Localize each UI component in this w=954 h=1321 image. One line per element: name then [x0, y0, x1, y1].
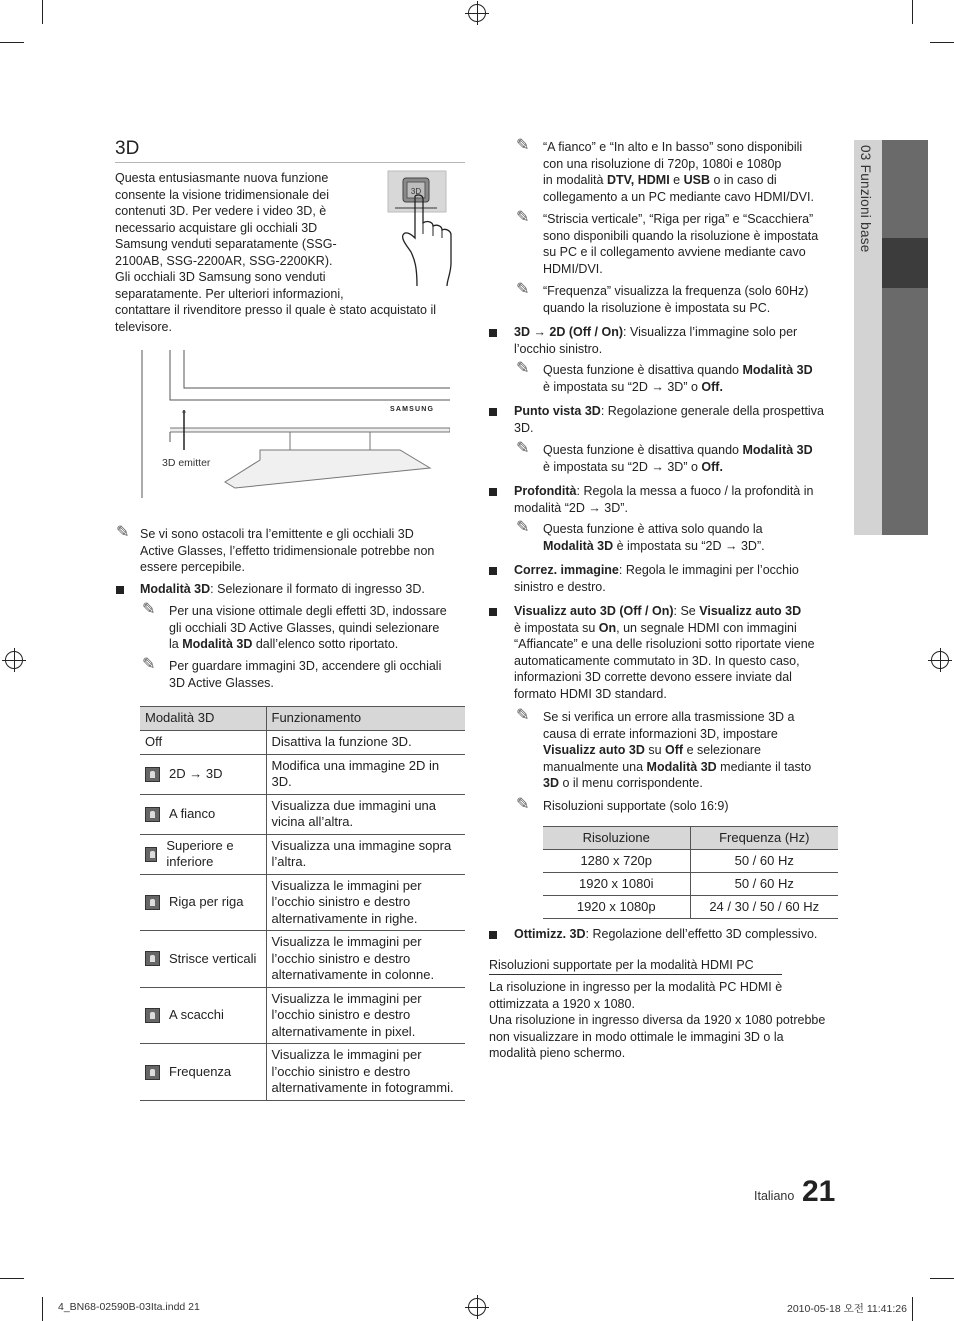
crop-mark [930, 1278, 954, 1279]
table-row [140, 874, 465, 931]
note-text: la [169, 637, 183, 651]
crop-mark [930, 42, 954, 43]
intro-line: consente la visione tridimensionale dei [115, 187, 330, 202]
table-row [543, 873, 838, 896]
table-row [140, 1044, 465, 1101]
bullet-square-icon [489, 567, 497, 575]
note-text: e [669, 173, 684, 187]
footer-date-info: 2010-05-18 오전 11:41:26 [787, 1303, 907, 1315]
item-desc: : Regola la messa a fuoco / la profondità in [576, 484, 814, 498]
mode-3d-term: Modalità 3D [140, 582, 211, 596]
bullet-square-icon [116, 586, 124, 594]
mode-label: 2D → 3D [169, 765, 223, 781]
top-bottom-icon [145, 847, 157, 862]
crop-mark [42, 0, 43, 24]
item-term: 3D → 2D (Off / On) [514, 325, 624, 339]
registration-mark-icon [468, 1298, 486, 1316]
desc-cell: Visualizza due immagini una vicina all’altra. [266, 794, 465, 834]
note-line: causa di errate informazioni 3D, impostare [543, 726, 778, 741]
mode-cell [140, 987, 266, 1044]
note-bold: Modalità 3D [543, 538, 614, 553]
table-header-cell: Funzionamento [266, 707, 465, 731]
note-bold: Modalità 3D [182, 637, 253, 651]
note-line: “Striscia verticale”, “Riga per riga” e “Scacchiera” [543, 212, 814, 226]
note-line: Per guardare immagini 3D, accendere gli occhiali [169, 659, 442, 673]
note-text: e selezionare [683, 743, 761, 757]
note-line: sono disponibili quando la risoluzione è impostata [543, 228, 819, 243]
note-bold: Off [665, 743, 684, 757]
mode-label: Strisce verticali [169, 950, 257, 966]
item-desc: : Visualizza l’immagine solo per [623, 325, 798, 339]
note-pencil-icon: ✎ [116, 524, 130, 541]
note-bold: USB [683, 173, 710, 187]
table-header-row [140, 707, 465, 731]
mode-label: Superiore e inferiore [166, 837, 234, 869]
note-line: “A fianco” e “In alto e In basso” sono disponibili [543, 140, 803, 154]
mode-cell [140, 794, 266, 834]
note-pencil-icon: ✎ [516, 707, 530, 724]
crop-mark [912, 1297, 913, 1321]
mode-cell [140, 834, 266, 874]
desc-cell: Disattiva la funzione 3D. [266, 731, 465, 755]
note-text: o in caso di [710, 173, 777, 187]
registration-mark-icon [468, 4, 486, 22]
intro-line: Questa entusiasmante nuova funzione [115, 171, 329, 185]
item-desc: : Regola le immagini per l’occhio [618, 563, 799, 577]
desc-cell: Visualizza le immagini per l’occhio sinistro e destro alternativamente in colonne. [266, 931, 465, 988]
frequency-cell: 50 / 60 Hz [690, 873, 838, 896]
mode-label: Riga per riga [169, 894, 244, 909]
item-text: è impostata su [514, 620, 599, 635]
item-text: , un segnale HDMI con immagini [616, 620, 797, 635]
heading-underline [489, 974, 782, 975]
table-header-row [543, 827, 838, 850]
table-header-cell: Modalità 3D [140, 707, 266, 731]
desc-cell: Visualizza le immagini per l’occhio sinistro e destro alternativamente in righe. [266, 874, 465, 931]
note-bold: Off. [701, 459, 723, 474]
frame-sequential-icon [145, 1065, 160, 1080]
bullet-square-icon [489, 608, 497, 616]
bullet-square-icon [489, 329, 497, 337]
pc-resolution-text [489, 979, 844, 1062]
item-line: informazioni 3D corrette devono essere inviate dal [514, 670, 792, 684]
checkerboard-icon [145, 1008, 160, 1023]
mode-3d-table [140, 706, 465, 1101]
emitter-label: 3D emitter [162, 457, 211, 469]
registration-mark-icon [5, 651, 23, 669]
footer-language: Italiano [754, 1189, 795, 1203]
note-text: Questa funzione è disattiva quando [543, 363, 743, 377]
table-header-cell: Frequenza (Hz) [690, 827, 838, 850]
vertical-stripe-icon [145, 951, 160, 966]
footer-file-info: 4_BN68-02590B-03Ita.indd 21 [58, 1301, 200, 1313]
intro-line: televisore. [115, 319, 172, 334]
item-image-correction [514, 562, 844, 595]
side-by-side-icon [145, 807, 160, 822]
note-line: Per una visione ottimale degli effetti 3D, indossare [169, 604, 447, 618]
note-text: manualmente una [543, 759, 647, 774]
mode-cell [140, 931, 266, 988]
chapter-tab-bar [882, 140, 928, 535]
table-header-cell: Risoluzione [543, 827, 690, 850]
resolution-cell: 1920 x 1080p [543, 896, 690, 919]
chapter-tab-marker [882, 238, 928, 288]
note-pencil-icon: ✎ [516, 281, 530, 298]
note-pencil-icon: ✎ [142, 601, 156, 618]
note-bold: Modalità 3D [646, 759, 717, 774]
note-bold: 3D [543, 776, 559, 790]
item-term: Punto vista 3D [514, 404, 601, 418]
item-optimize-3d [514, 926, 844, 943]
note-line: Active Glasses, l’effetto tridimensionale potrebbe non [140, 543, 435, 558]
note-pencil-icon: ✎ [516, 440, 530, 457]
page-number: 21 [802, 1175, 836, 1208]
note-pencil-icon: ✎ [516, 360, 530, 377]
svg-text:3D: 3D [410, 187, 422, 196]
item-term: Visualizz auto 3D (Off / On) [514, 604, 674, 618]
note-text: è impostata su “2D → 3D”. [613, 538, 765, 553]
intro-line: Gli occhiali 3D Samsung sono venduti [115, 270, 326, 284]
note-line: Se vi sono ostacoli tra l’emittente e gli occhiali 3D [140, 527, 414, 541]
note-pencil-icon: ✎ [142, 656, 156, 673]
registration-mark-icon [931, 651, 949, 669]
note-line: su PC e il collegamento avviene mediante cavo [543, 245, 806, 259]
note-text: o il menu corrispondente. [558, 776, 703, 790]
title-divider [115, 162, 465, 163]
note-line: “Frequenza” visualizza la frequenza (solo 60Hz) [543, 284, 809, 298]
note-line: collegamento a un PC mediante cavo HDMI/DVI. [543, 189, 814, 204]
mode-cell: Off [140, 731, 266, 755]
item-line: sinistro e destro. [514, 579, 606, 594]
tv-brand-logo: SAMSUNG [390, 406, 435, 413]
note-stripes [543, 211, 843, 277]
mode-label: A scacchi [169, 1007, 224, 1022]
item-note [543, 521, 843, 554]
note-pencil-icon: ✎ [516, 137, 530, 154]
resolution-cell: 1920 x 1080i [543, 873, 690, 896]
mode-2d-3d-icon [145, 767, 160, 782]
mode-sub-note-2 [169, 658, 465, 691]
table-row [140, 987, 465, 1044]
note-text: su [644, 743, 666, 757]
note-line: con una risoluzione di 720p, 1080i e 1080p [543, 156, 782, 171]
chapter-tab-label: 03 Funzioni base [858, 145, 873, 253]
note-line: 3D Active Glasses. [169, 675, 274, 690]
note-line: HDMI/DVI. [543, 261, 603, 276]
section-title: 3D [115, 138, 140, 159]
item-line: 3D. [514, 420, 534, 435]
pc-line: Una risoluzione in ingresso diversa da 1920 x 1080 potrebbe [489, 1013, 826, 1027]
desc-cell: Visualizza una immagine sopra l’altra. [266, 834, 465, 874]
intro-line: Samsung venduti separatamente (SSG- [115, 237, 337, 251]
item-3d-to-2d [514, 324, 844, 357]
note-pencil-icon: ✎ [516, 209, 530, 226]
note-text: Questa funzione è disattiva quando [543, 443, 743, 457]
table-row [140, 754, 465, 794]
crop-mark [912, 0, 913, 24]
table-row [543, 850, 838, 873]
item-term: Correz. immagine [514, 563, 619, 577]
table-row [140, 731, 465, 755]
line-by-line-icon [145, 895, 160, 910]
note-pencil-icon: ✎ [516, 796, 530, 813]
note-line: gli occhiali 3D Active Glasses, quindi selezionare [169, 620, 440, 635]
item-bold: Visualizz auto 3D [699, 604, 802, 618]
intro-line: 2100AB, SSG-2200AR, SSG-2200KR). [115, 253, 333, 268]
resolution-cell: 1280 x 720p [543, 850, 690, 873]
resolution-table [543, 826, 838, 919]
note-line [169, 636, 465, 653]
desc-cell: Modifica una immagine 2D in 3D. [266, 754, 465, 794]
item-term: Ottimizz. 3D [514, 927, 586, 941]
note-line: quando la risoluzione è impostata su PC. [543, 300, 771, 315]
pc-line: La risoluzione in ingresso per la modalità PC HDMI è [489, 980, 783, 994]
item-term: Profondità [514, 484, 577, 498]
intro-line: contenuti 3D. Per vedere i video 3D, è [115, 204, 327, 218]
obstacle-note [140, 526, 465, 576]
item-note [543, 442, 843, 475]
pc-line: non visualizzare in modo ottimale le immagini 3D o la [489, 1029, 784, 1044]
note-bold: DTV, HDMI [606, 173, 670, 187]
item-line: automaticamente commutato in 3D. In questo caso, [514, 653, 800, 668]
item-line: “Affiancate” e una delle risoluzioni sotto riportate viene [514, 637, 815, 651]
item-desc: : Se [673, 604, 700, 618]
item-desc: : Regolazione dell’effetto 3D complessivo. [585, 927, 818, 941]
bullet-square-icon [489, 488, 497, 496]
intro-line: contattare il rivenditore presso il quale è stato acquistato il [115, 303, 437, 317]
crop-mark [42, 1297, 43, 1321]
note-pencil-icon: ✎ [516, 519, 530, 536]
note-bold: Modalità 3D [742, 443, 813, 457]
note-text: dall’elenco sotto riportato. [252, 637, 399, 651]
note-bold: Off. [701, 379, 723, 394]
table-row [140, 931, 465, 988]
desc-cell: Visualizza le immagini per l’occhio sinistro e destro alternativamente in pixel. [266, 987, 465, 1044]
note-text: mediante il tasto [716, 759, 812, 774]
intro-line: necessario acquistare gli occhiali 3D [115, 220, 318, 235]
frequency-cell: 24 / 30 / 50 / 60 Hz [690, 896, 838, 919]
item-line: l’occhio sinistro. [514, 341, 603, 356]
note-line: Se si verifica un errore alla trasmissione 3D a [543, 710, 795, 724]
note-text: è impostata su “2D → 3D” o [543, 379, 702, 394]
desc-cell: Visualizza le immagini per l’occhio sinistro e destro alternativamente in fotogrammi. [266, 1044, 465, 1101]
pc-line: modalità pieno schermo. [489, 1046, 626, 1060]
crop-mark [0, 42, 24, 43]
frequency-cell: 50 / 60 Hz [690, 850, 838, 873]
note-text: in modalità [543, 173, 607, 187]
item-line: modalità “2D → 3D”. [514, 500, 628, 515]
mode-3d-desc: : Selezionare il formato di ingresso 3D. [210, 582, 425, 596]
hand-pressing-3d-button-icon [385, 168, 465, 286]
table-row [140, 834, 465, 874]
bullet-square-icon [489, 931, 497, 939]
mode-cell [140, 754, 266, 794]
resolution-note: Risoluzioni supportate (solo 16:9) [543, 799, 729, 813]
item-viewpoint [514, 403, 844, 436]
pc-line: ottimizzata a 1920 x 1080. [489, 996, 635, 1011]
mode-label: Frequenza [169, 1063, 232, 1079]
note-formats [543, 139, 843, 205]
pc-resolution-heading: Risoluzioni supportate per la modalità HDMI PC [489, 958, 754, 972]
note-bold: Visualizz auto 3D [543, 743, 645, 757]
mode-label: A fianco [169, 805, 216, 821]
mode-cell [140, 874, 266, 931]
note-line: essere percepibile. [140, 560, 245, 574]
intro-line: separatamente. Per ulteriori informazioni, [115, 286, 344, 301]
item-note [543, 362, 843, 395]
note-bold: Modalità 3D [742, 363, 813, 377]
mode-cell [140, 1044, 266, 1101]
item-bold: On [598, 620, 617, 635]
table-row [543, 896, 838, 919]
item-auto-3d [514, 603, 844, 702]
mode-sub-note-1 [169, 603, 465, 653]
note-text: è impostata su “2D → 3D” o [543, 459, 702, 474]
table-row [140, 794, 465, 834]
note-line [543, 172, 843, 189]
item-note [543, 709, 843, 792]
mode-3d-item [140, 581, 465, 598]
tv-drawing [140, 350, 450, 500]
bullet-square-icon [489, 408, 497, 416]
item-line: formato HDMI 3D standard. [514, 686, 667, 701]
note-frequency [543, 283, 843, 316]
item-desc: : Regolazione generale della prospettiva [600, 404, 824, 418]
tv-illustration [140, 350, 450, 500]
item-depth [514, 483, 844, 516]
crop-mark [0, 1278, 24, 1279]
note-line: Questa funzione è attiva solo quando la [543, 522, 763, 536]
